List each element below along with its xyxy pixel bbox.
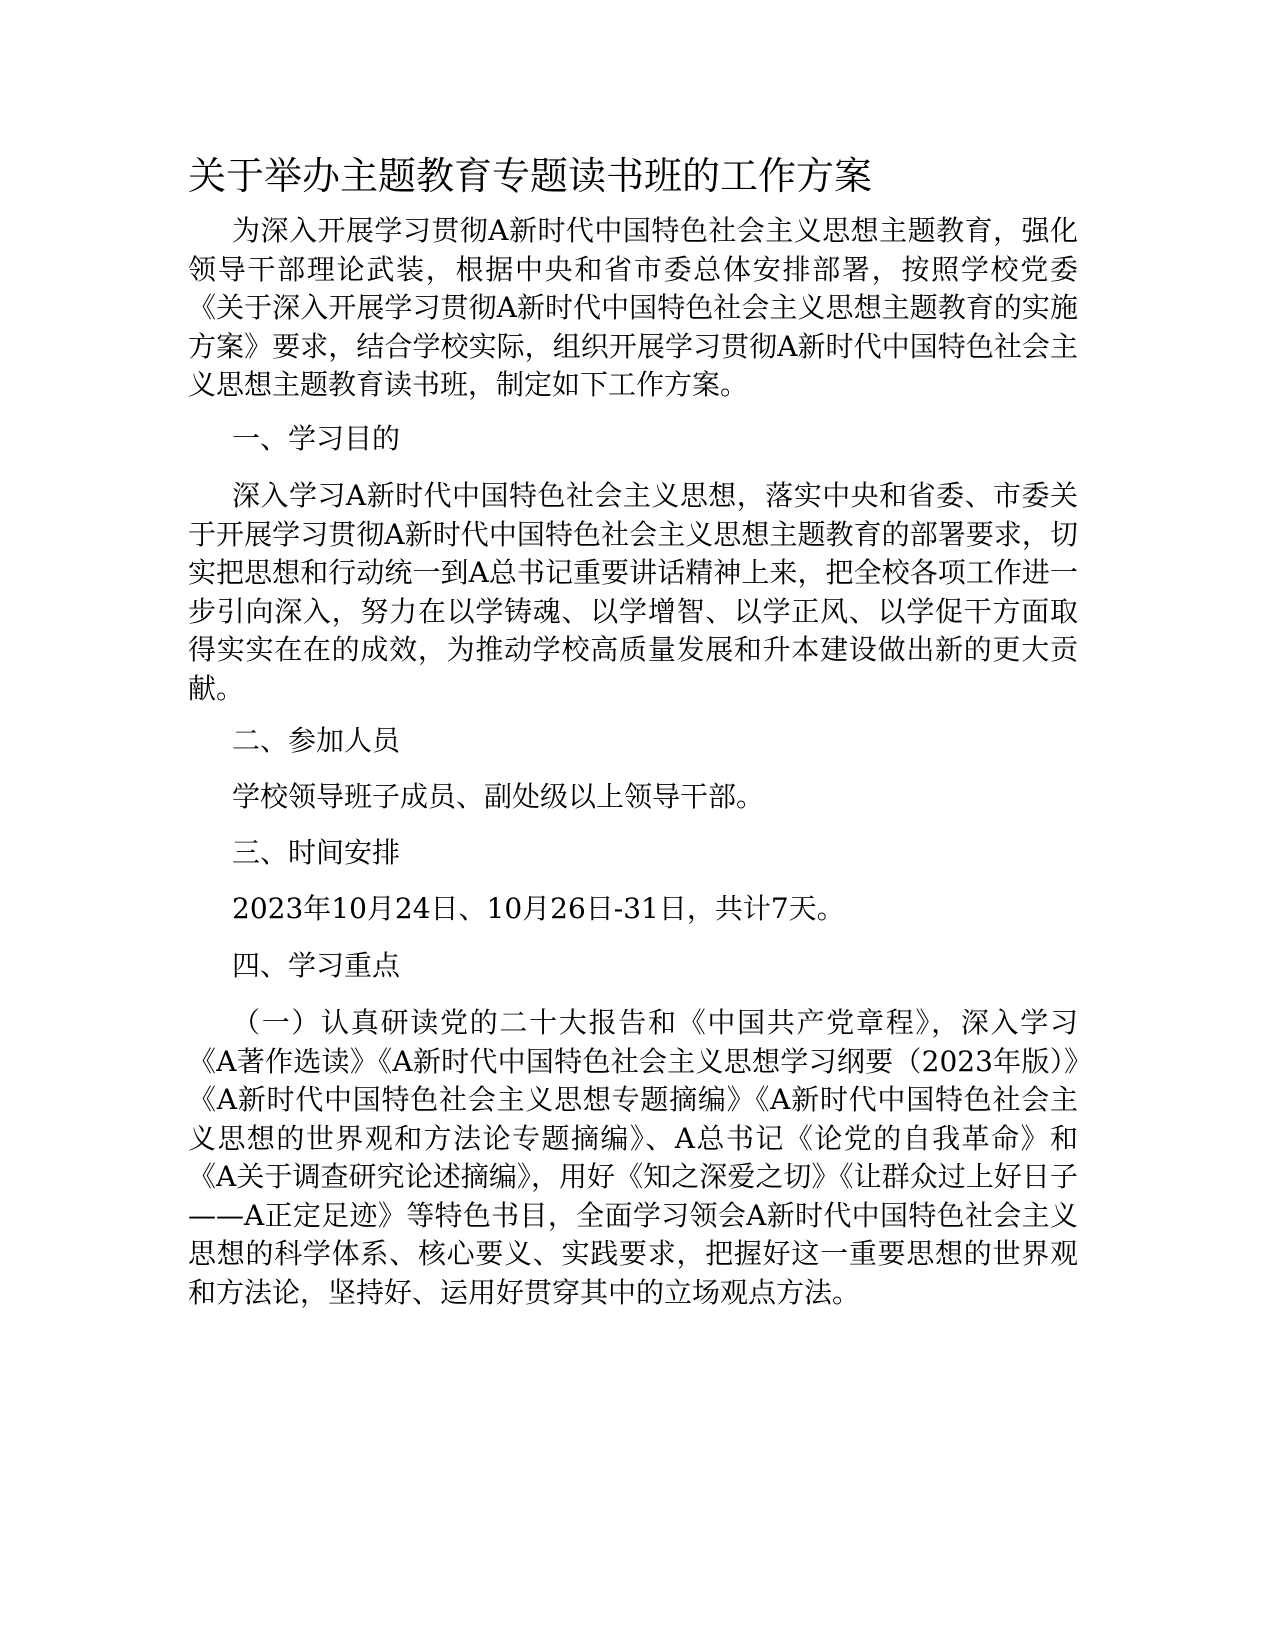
section-heading-participants: 二、参加人员 — [232, 724, 401, 757]
section-heading-focus: 四、学习重点 — [232, 949, 401, 982]
section-body-participants: 学校领导班子成员、副处级以上领导干部。 — [232, 780, 765, 813]
document-title: 关于举办主题教育专题读书班的工作方案 — [188, 154, 873, 198]
section-body-schedule: 2023年10月24日、10月26日-31日，共计7天。 — [232, 892, 845, 925]
section-body-focus: （一）认真研读党的二十大报告和《中国共产党章程》，深入学习《A著作选读》《A新时代中国特色社会主义思想学习纲要（2023年版）》《A新时代中国特色社会主义思想专题摘编》《A新时代中国特色社会主义思想的世界观和方法论专题摘编》、A总书记《论党的自我革命》和《A关于调查研究论述摘编》，用好《知之深爱之切》《让群众过上好日子——A正定足迹》等特色书目，全面学习领会A新时代中国特色社会主义思想的科学体系、核心要义、实践要求，把握好这一重要思想的世界观和方法论，坚持好、运用好贯穿其中的立场观点方法。 — [188, 1006, 1078, 1309]
section-heading-purpose: 一、学习目的 — [232, 422, 401, 455]
section-heading-schedule: 三、时间安排 — [232, 836, 401, 869]
intro-paragraph: 为深入开展学习贯彻A新时代中国特色社会主义思想主题教育，强化领导干部理论武装，根据中央和省市委总体安排部署，按照学校党委《关于深入开展学习贯彻A新时代中国特色社会主义思想主题教育的实施方案》要求，结合学校实际，组织开展学习贯彻A新时代中国特色社会主义思想主题教育读书班，制定如下工作方案。 — [188, 214, 1078, 401]
section-body-purpose: 深入学习A新时代中国特色社会主义思想，落实中央和省委、市委关于开展学习贯彻A新时代中国特色社会主义思想主题教育的部署要求，切实把思想和行动统一到A总书记重要讲话精神上来，把全校各项工作进一步引向深入，努力在以学铸魂、以学增智、以学正风、以学促干方面取得实实在在的成效，为推动学校高质量发展和升本建设做出新的更大贡献。 — [188, 479, 1078, 705]
